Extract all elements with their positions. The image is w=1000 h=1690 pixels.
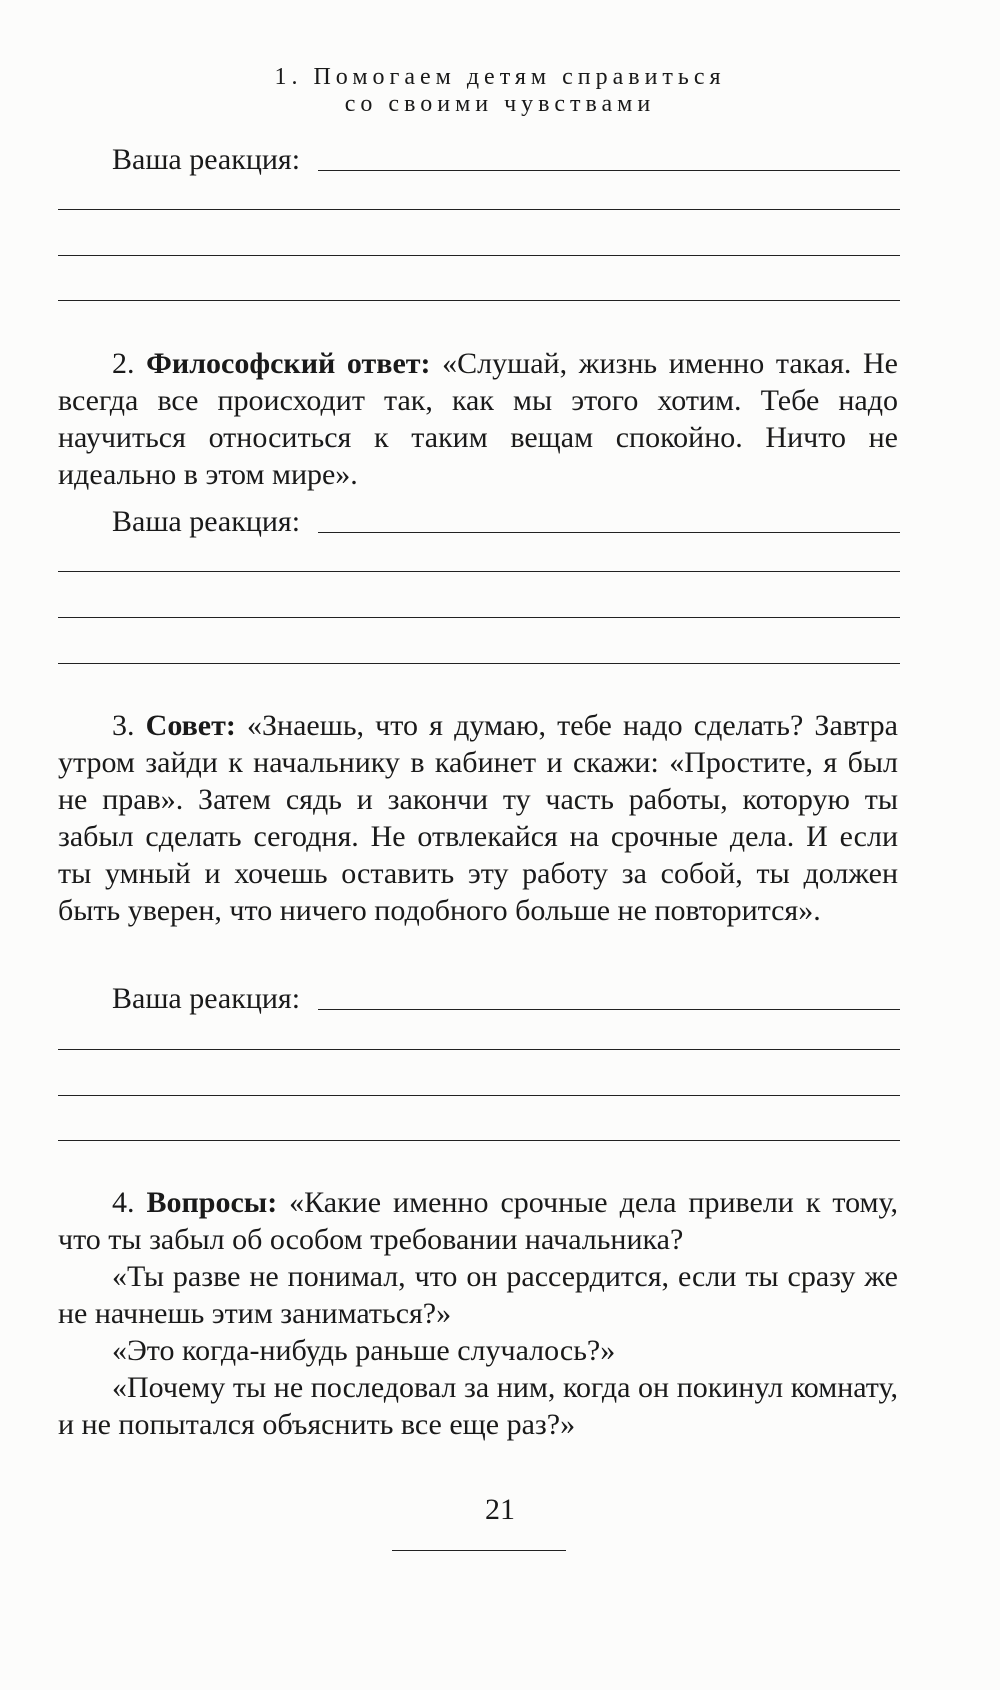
reaction-row-1 [112,138,900,178]
reaction-row-2 [112,500,900,540]
section-title: Совет: [145,709,236,742]
answer-line [58,663,900,664]
section-text: «Какие именно срочные дела привели к тому, что ты забыл об особом требовании начальника? [58,1186,899,1256]
reaction-label: Ваша реакция: [112,505,301,538]
section-text: «Слушай, жизнь именно такая. Не всегда все происходит так, как мы этого хотим. Тебе надо научиться относиться к таким вещам спокойно. Ничто не идеально в этом мире». [58,347,898,491]
section-number: 4. [112,1186,135,1219]
page-number-rule [392,1550,566,1551]
answer-line [58,1140,900,1141]
section-title: Философский ответ: [146,347,431,380]
reaction-label: Ваша реакция: [112,982,301,1015]
question-paragraph: «Ты разве не понимал, что он рассердится, если ты сразу же не начнешь этим заниматься?» [58,1260,898,1330]
answer-line [58,571,900,572]
reaction-fill-line [318,170,900,171]
section-philosophical-answer [58,345,898,493]
reaction-label: Ваша реакция: [112,143,301,176]
section-number: 2. [112,347,135,380]
section-title: Вопросы: [146,1186,278,1219]
reaction-fill-line [318,1009,900,1010]
reaction-row-3 [112,977,900,1017]
header-line-1: 1. Помогаем детям справиться [274,64,726,90]
running-header [0,64,1000,118]
answer-line [58,617,900,618]
answer-line [58,1095,900,1096]
paragraph [58,1184,898,1258]
answer-line [58,1049,900,1050]
section-questions [58,1184,898,1443]
question-paragraph: «Почему ты не последовал за ним, когда он покинул комнату, и не попытался объяснить все еще раз?» [58,1371,898,1441]
section-advice [58,707,898,929]
reaction-fill-line [318,532,900,533]
answer-line [58,300,900,301]
page-number: 21 [485,1493,515,1526]
answer-line [58,209,900,210]
question-paragraph: «Это когда-нибудь раньше случалось?» [112,1334,616,1367]
section-text: «Знаешь, что я думаю, тебе надо сделать? Завтра утром зайди к начальнику в кабинет и скажи: «Простите, я был не прав». Затем сядь и закончи ту часть работы, которую ты забыл сделать сегодня. Не отвлекайся на срочные дела. И если ты умный и хочешь оставить эту работу за собой, ты должен быть уверен, что ничего подобного больше не повторится». [58,709,898,927]
header-line-2: со своими чувствами [344,91,656,117]
paragraph [58,345,898,493]
answer-line [58,255,900,256]
section-number: 3. [112,709,135,742]
paragraph [58,707,898,929]
